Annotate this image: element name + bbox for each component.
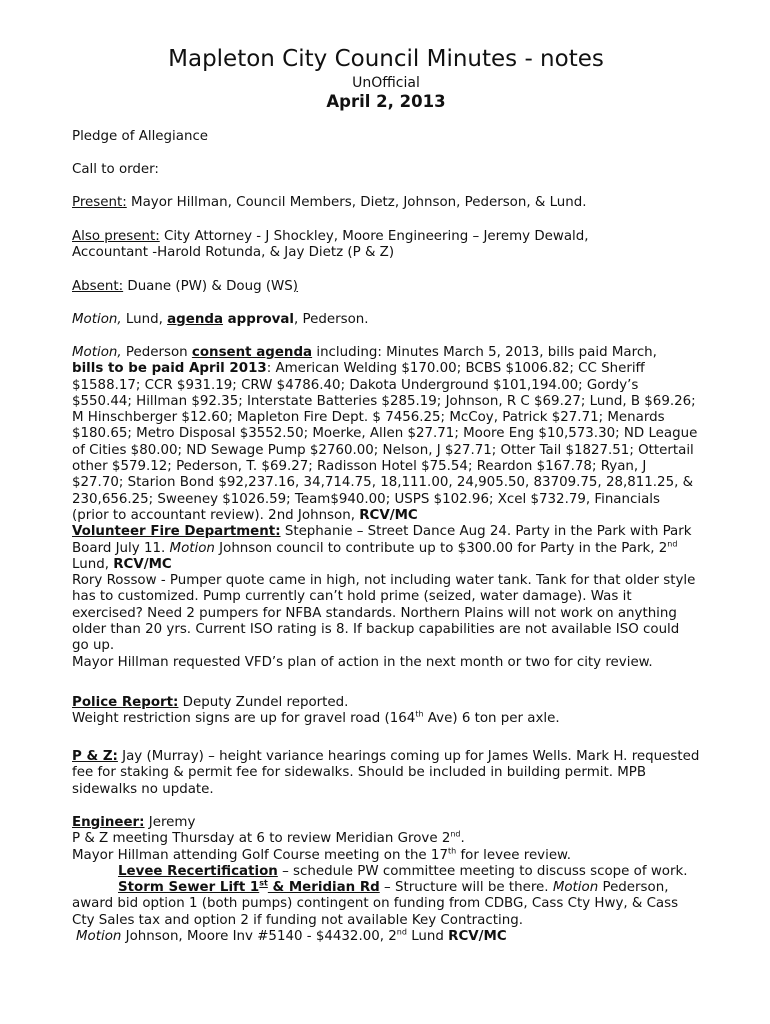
police-line2a: Weight restriction signs are up for gravel road (164	[72, 711, 416, 727]
consent-agenda-paragraph	[72, 345, 700, 671]
present-paragraph	[72, 195, 700, 211]
final-motion-word: Motion	[76, 929, 122, 945]
fire-text-2: Johnson council to contribute up to $300.00 for Party in the Park, 2	[214, 540, 668, 556]
engineer-line3b: for levee review.	[456, 847, 572, 863]
absent-text: Duane (PW) & Doug (WS	[123, 279, 293, 294]
absent-label: Absent:	[72, 279, 124, 294]
also-present-label: Also present:	[72, 229, 160, 244]
engineer-line3a: Mayor Hillman attending Golf Course meeting on the 17	[72, 847, 448, 863]
final-text-2: Lund	[406, 929, 449, 945]
also-present-text-2: Accountant -Harold Rotunda, & Jay Dietz (P & Z)	[72, 245, 395, 261]
motion-word: Motion,	[72, 312, 122, 327]
absent-paragraph	[72, 279, 700, 295]
fire-result: RCV/MC	[113, 556, 172, 572]
engineer-line2a: P & Z meeting Thursday at 6 to review Meridian Grove 2	[72, 831, 451, 847]
levee-indent	[72, 864, 118, 879]
bills-label: bills to be paid April 2013	[72, 361, 267, 377]
minutes-page	[72, 0, 700, 1024]
final-result: RCV/MC	[448, 929, 507, 945]
agenda-word: agenda	[167, 312, 223, 327]
approval-word: approval	[222, 312, 295, 327]
police-text: Deputy Zundel reported.	[178, 695, 349, 710]
bills-text: : American Welding $170.00; BCBS $1006.82; CC Sheriff $1588.17; CCR $931.19; CRW $4786.40; Dakota Underground $101,194.00; Gordy’s $550.44; Hillman $92.35; Interstate Batteries $285.19; Johnson, R C $69.27; Lund, B $69.26; M Hinschberger $12.60; Mapleton Fire Dept. $ 7456.25; McCoy, Patrick $27.71; Menards $180.65; Metro Disposal $3552.50; Moerke, Allen $27.71; Moore Eng $10,573.30; ND League of Cities $80.00; ND Sewage Pump $2760.00; Nelson, J $27.71; Otter Tail $1827.51; Ottertail other $579.12; Pederson, T. $69.27; Radisson Hotel $75.54; Reardon $167.78; Ryan, J $27.70; Starion Bond $92,237.16, 34,714.75, 18,111.00, 24,905.50, 83709.75, 28,811.25, & 230,656.25; Sweeney $1026.59; Team$940.00; USPS $102.96; Xcel $732.79, Financials (prior to accountant review). 2nd Johnson,	[72, 361, 698, 523]
fire-text-3: Lund,	[72, 556, 114, 572]
levee-label: Levee Recertification	[118, 863, 278, 879]
call-to-order-line: Call to order:	[72, 162, 159, 177]
pz-paragraph	[72, 749, 700, 798]
consent-result: RCV/MC	[359, 507, 418, 523]
present-text: Mayor Hillman, Council Members, Dietz, Johnson, Pederson, & Lund.	[126, 195, 587, 210]
absent-close: )	[292, 279, 299, 294]
engineer-line2b: .	[460, 831, 465, 847]
fire-sup: nd	[667, 539, 678, 549]
storm-sup: st	[259, 878, 268, 888]
rory-paragraph: Rory Rossow - Pumper quote came in high, not including water tank. Tank for that older style has to customized. Pump currently can’t hold prime (seized, water damage). Was it exercised? Need 2 pumpers for NFBA standards. Northern Plains will not work on anything older than 20 yrs. Current ISO rating is 8. If backup capabilities are not available ISO could go up.	[72, 573, 696, 654]
engineer-label: Engineer:	[72, 815, 145, 830]
storm-text-2: Pederson, award bid option 1 (both pumps) contingent on funding from CDBG, Cass Cty Hwy, & Cass Cty Sales tax and option 2 if funding not available Key Contracting.	[72, 880, 679, 928]
fire-motion-word: Motion	[169, 540, 215, 556]
engineer-paragraph	[72, 815, 700, 945]
pz-text: Jay (Murray) – height variance hearings coming up for James Wells. Mark H. requested fee for staking & permit fee for sidewalks. Should be included in building permit. MPB sidewalks no update.	[72, 749, 700, 797]
consent-mover: Pederson	[121, 345, 192, 360]
police-sup: th	[415, 709, 424, 719]
storm-text-1: – Structure will be there.	[379, 880, 553, 896]
police-paragraph	[72, 695, 700, 728]
mayor-request: Mayor Hillman requested VFD’s plan of action in the next month or two for city review.	[72, 654, 653, 670]
final-sup: nd	[396, 927, 407, 937]
motion-agenda-mover: Lund,	[121, 312, 168, 327]
engineer-line3-sup: th	[447, 846, 457, 856]
document-subtitle: UnOfficial	[352, 75, 420, 91]
also-present-paragraph	[72, 229, 700, 262]
fire-text-1: Stephanie – Street Dance Aug 24. Party in the Park with Park Board July 11.	[72, 524, 692, 556]
storm-motion-word: Motion	[552, 880, 599, 896]
motion-agenda-second: , Pederson.	[294, 312, 369, 327]
engineer-line2-sup: nd	[450, 829, 461, 839]
fire-label: Volunteer Fire Department:	[72, 524, 281, 540]
consent-agenda-label: consent agenda	[191, 345, 313, 360]
storm-label-b: & Meridian Rd	[267, 880, 380, 896]
storm-indent	[72, 880, 118, 895]
consent-motion-word: Motion,	[72, 345, 122, 360]
police-line2b: Ave) 6 ton per axle.	[423, 711, 560, 727]
police-label: Police Report:	[72, 695, 179, 710]
final-text: Johnson, Moore Inv #5140 - $4432.00, 2	[121, 929, 397, 945]
pledge-line: Pledge of Allegiance	[72, 129, 209, 144]
pz-label: P & Z:	[72, 749, 118, 764]
levee-text: – schedule PW committee meeting to discuss scope of work.	[277, 863, 688, 879]
document-title: Mapleton City Council Minutes - notes	[168, 46, 604, 72]
meeting-date: April 2, 2013	[326, 92, 446, 111]
consent-intro: including: Minutes March 5, 2013, bills paid March,	[312, 345, 657, 360]
also-present-text-1: City Attorney - J Shockley, Moore Engineering – Jeremy Dewald,	[159, 229, 589, 244]
storm-label-a: Storm Sewer Lift 1	[118, 880, 260, 896]
present-label: Present:	[72, 195, 127, 210]
motion-agenda-paragraph	[72, 312, 700, 328]
engineer-text: Jeremy	[144, 815, 196, 830]
